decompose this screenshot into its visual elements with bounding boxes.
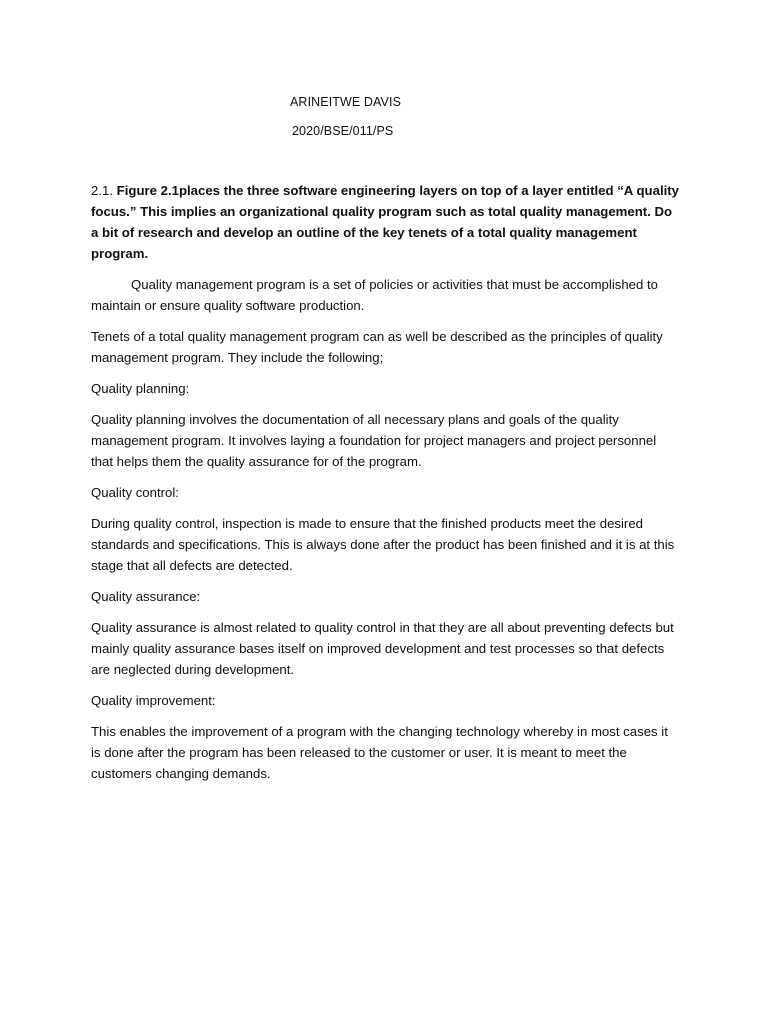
answer-intro: Quality management program is a set of policies or activities that must be accomplished to maintain or ensure quality software production. bbox=[91, 277, 659, 313]
question-text: Figure 2.1places the three software engineering layers on top of a layer entitled “A quality focus.” This implies an organizational quality program such as total quality management. Do a bit of research and develop an outline of the key tenets of a total quality management program. bbox=[91, 183, 679, 261]
section-body-quality-planning: Quality planning involves the documentation of all necessary plans and goals of the quality management program. It involves laying a foundation for project managers and project personnel that helps them the quality assurance for of the program. bbox=[91, 412, 657, 469]
author-name: ARINEITWE DAVIS bbox=[290, 95, 402, 109]
section-body-quality-control: During quality control, inspection is made to ensure that the finished products meet the desired standards and specifications. This is always done after the product has been finished and it is at this stage that all defects are detected. bbox=[91, 516, 675, 573]
question-number: 2.1. bbox=[91, 183, 113, 198]
section-heading-quality-improvement: Quality improvement: bbox=[91, 693, 216, 708]
section-heading-quality-planning: Quality planning: bbox=[91, 381, 190, 396]
section-body-quality-improvement: This enables the improvement of a program with the changing technology whereby in most cases it is done after the program has been released to the customer or user. It is meant to meet the customers changing demands. bbox=[91, 724, 668, 781]
registration-number: 2020/BSE/011/PS bbox=[292, 124, 394, 138]
question-paragraph bbox=[91, 180, 681, 264]
tenets-intro: Tenets of a total quality management program can as well be described as the principles of quality management program. They include the following; bbox=[91, 329, 663, 365]
section-heading-quality-control: Quality control: bbox=[91, 485, 179, 500]
section-body-quality-assurance: Quality assurance is almost related to quality control in that they are all about preventing defects but mainly quality assurance bases itself on improved development and test processes so that defects are neglected during development. bbox=[91, 620, 674, 677]
document-body bbox=[91, 180, 681, 794]
section-heading-quality-assurance: Quality assurance: bbox=[91, 589, 201, 604]
